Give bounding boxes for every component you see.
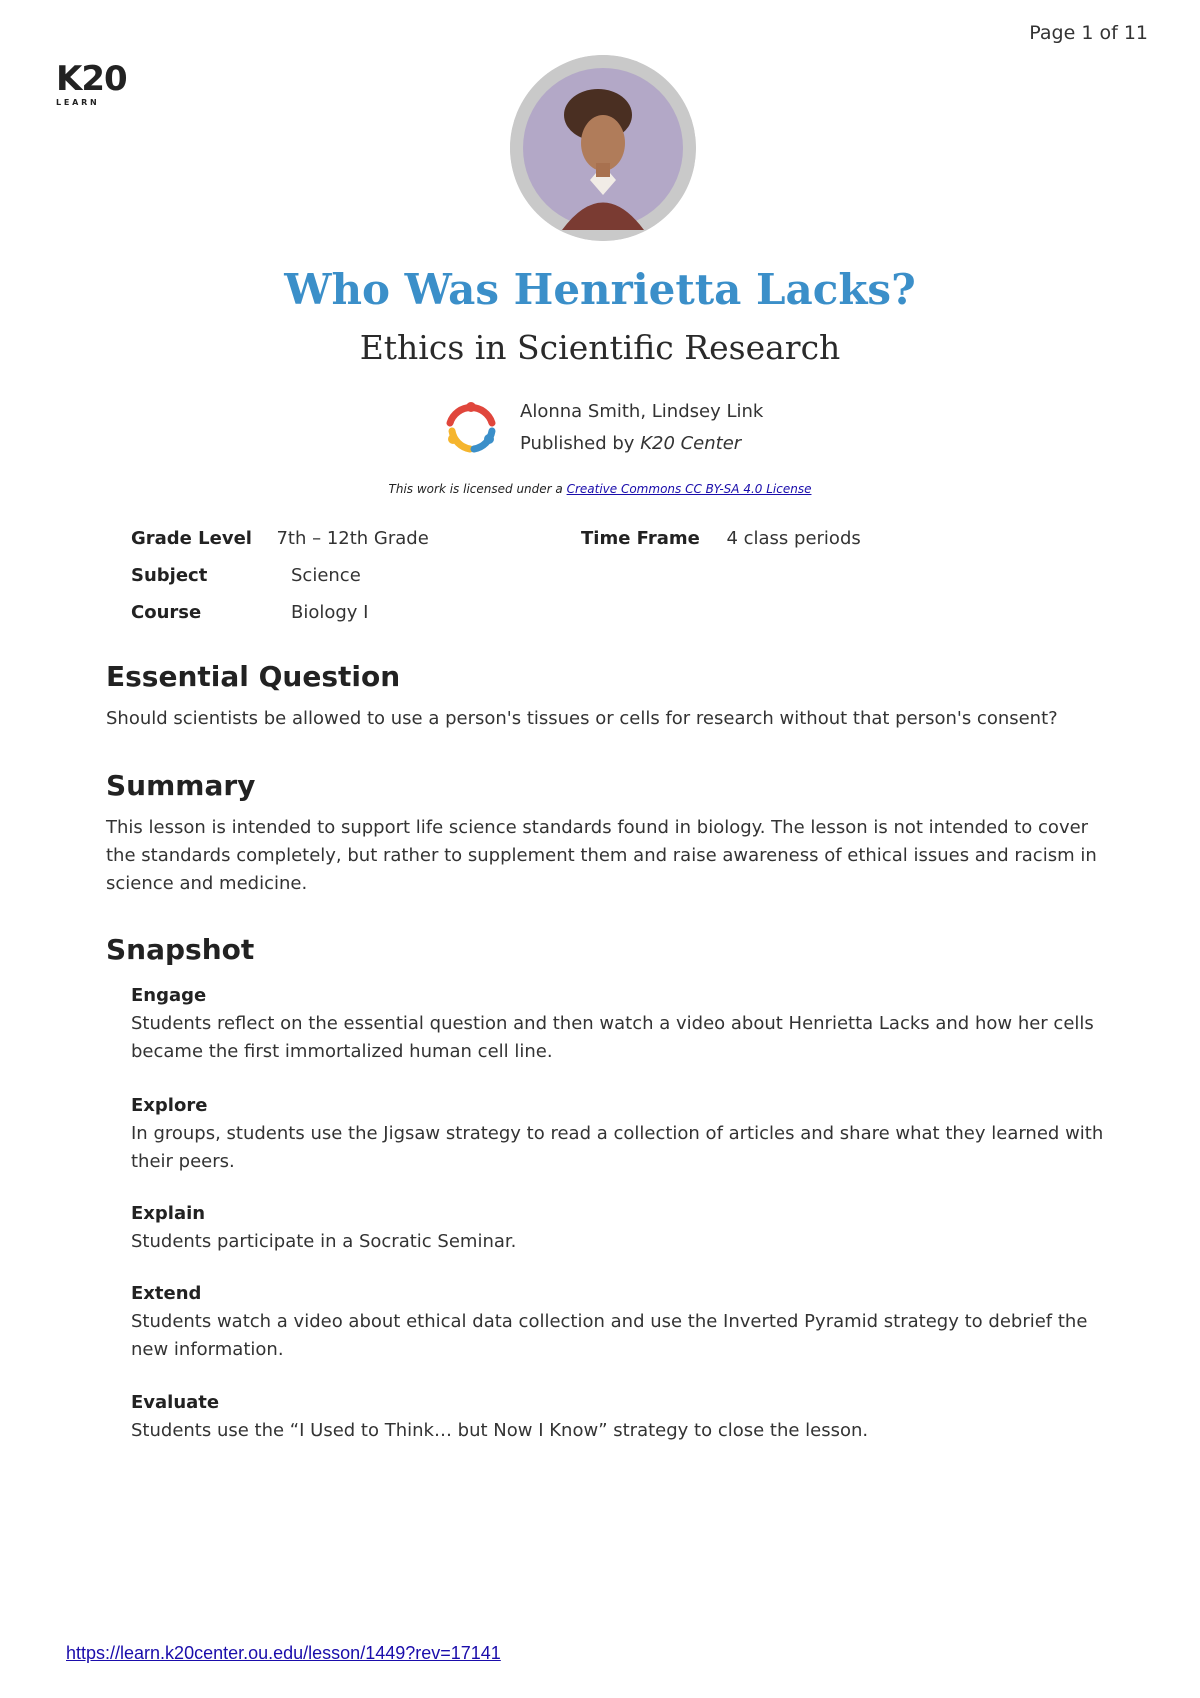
snapshot-item-text: Students reflect on the essential question and then watch a video about Henrietta Lacks and how her cells became the first immortalized human cell line. — [131, 1013, 1094, 1062]
subject-value: Science — [291, 565, 361, 586]
grade-level-value: 7th – 12th Grade — [276, 528, 429, 549]
published-prefix: Published by — [520, 433, 641, 454]
summary-heading: Summary — [106, 769, 256, 802]
snapshot-item-text: In groups, students use the Jigsaw strategy to read a collection of articles and share what they learned with their peers. — [131, 1123, 1104, 1172]
authors-block — [440, 395, 763, 461]
snapshot-item-label: Explain — [131, 1203, 206, 1224]
k20-center-icon — [440, 395, 502, 461]
lesson-metadata — [131, 520, 1031, 631]
summary-text: This lesson is intended to support life science standards found in biology. The lesson is not intended to cover the standards completely, but rather to supplement them and raise awareness of ethical issues and racism in science and medicine. — [106, 817, 1097, 894]
snapshot-item-explain — [131, 1203, 1106, 1256]
snapshot-item-explore — [131, 1095, 1106, 1176]
essential-question-section — [106, 660, 1106, 733]
snapshot-item-evaluate — [131, 1392, 1106, 1445]
snapshot-item-text: Students watch a video about ethical data collection and use the Inverted Pyramid strategy to debrief the new information. — [131, 1311, 1088, 1360]
lesson-title: Who Was Henrietta Lacks? — [284, 265, 916, 314]
snapshot-heading: Snapshot — [106, 933, 255, 966]
time-frame-label: Time Frame — [581, 528, 700, 549]
summary-section — [106, 769, 1106, 898]
course-label: Course — [131, 602, 202, 623]
course-value: Biology I — [291, 602, 369, 623]
snapshot-section — [106, 933, 1106, 966]
snapshot-item-label: Engage — [131, 985, 207, 1006]
lesson-subtitle: Ethics in Scientific Research — [359, 328, 841, 367]
meta-row-course — [131, 594, 1031, 631]
license-notice — [0, 482, 1200, 496]
lesson-url-link[interactable]: https://learn.k20center.ou.edu/lesson/1449?rev=17141 — [66, 1643, 501, 1663]
authors-names: Alonna Smith, Lindsey Link — [520, 401, 764, 422]
grade-level-label: Grade Level — [131, 528, 252, 549]
snapshot-item-label: Extend — [131, 1283, 202, 1304]
page-indicator: Page 1 of 11 — [1029, 22, 1148, 44]
snapshot-item-text: Students use the “I Used to Think… but Now I Know” strategy to close the lesson. — [131, 1420, 869, 1441]
snapshot-item-label: Evaluate — [131, 1392, 220, 1413]
essential-question-text: Should scientists be allowed to use a person's tissues or cells for research without that person's consent? — [106, 708, 1058, 729]
henrietta-portrait-image — [510, 55, 696, 241]
snapshot-item-label: Explore — [131, 1095, 208, 1116]
publisher-line — [520, 428, 763, 460]
snapshot-item-extend — [131, 1283, 1106, 1364]
logo-sub-text — [56, 98, 120, 107]
snapshot-item-engage — [131, 985, 1106, 1066]
k20-logo — [56, 59, 127, 107]
essential-question-heading: Essential Question — [106, 660, 401, 693]
license-prefix: This work is licensed under a — [388, 482, 567, 496]
time-frame-value: 4 class periods — [726, 528, 861, 549]
meta-row-grade — [131, 520, 1031, 557]
snapshot-item-text: Students participate in a Socratic Seminar. — [131, 1231, 517, 1252]
license-link[interactable]: Creative Commons CC BY-SA 4.0 License — [566, 482, 812, 496]
subject-label: Subject — [131, 565, 208, 586]
publisher-name: K20 Center — [640, 433, 742, 454]
logo-learn-text: L E A R N — [56, 98, 97, 107]
logo-main-text: K20 — [56, 59, 127, 99]
meta-row-subject — [131, 557, 1031, 594]
